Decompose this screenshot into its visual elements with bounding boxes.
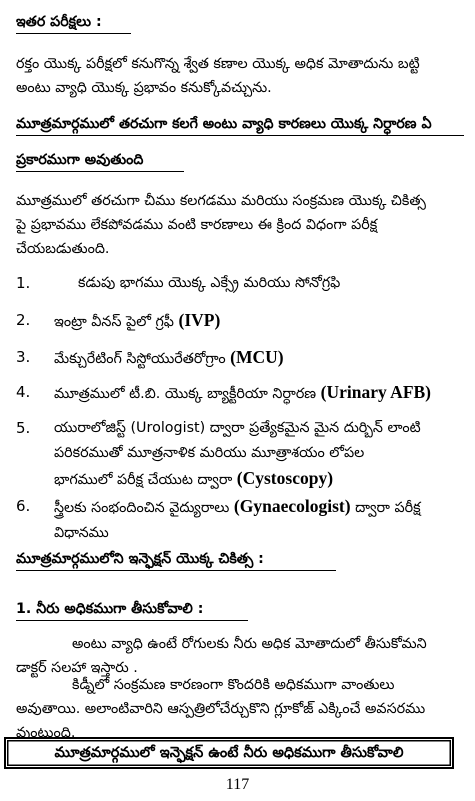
para3-line2: డాక్టర్ సలహా ఇస్తారు . [16,660,138,676]
list-text-line2: పరికరముతో మూత్రనాళిక మరియు మూత్రాశయం లోపల [54,445,365,461]
list-text: ఇంట్రా వీనస్ పైలో గ్రఫీ [54,314,179,330]
para3-line1: అంటు వ్యాధి ఉంటే రోగులకు నీరు అధిక మోతాదులో తీసుకోమని [72,636,427,652]
para4-line2: అవుతాయి. అలాంటివారిని ఆస్పత్రిలోచేర్చుకొని గ్లూకోజ్ ఎక్కించే అవసరము [16,701,426,717]
heading2-underline1 [16,135,464,136]
list-abbrev: (IVP) [178,310,221,330]
list-number: 2. [16,311,31,329]
list-item [16,494,464,546]
list-number: 3. [16,348,31,366]
heading2-line1: మూత్రమార్గములో తరచుగా కలగే అంటు వ్యాధి కారణలు యొక్క నిర్ధారణ ఏ [16,116,432,132]
para4-line3: వుంటుంది. [16,725,76,741]
para1-line2: అంటు వ్యాధి యొక్క ప్రభావం కనుక్కోవచ్చును. [16,80,272,96]
list-number: 1. [16,274,31,292]
list-item [16,271,460,295]
list-item [16,345,460,371]
list-text: మేక్చురేటింగ్ సిస్టోయురేతరోగ్రాం [54,351,231,367]
heading-treatment: మూత్రమార్గములోని ఇన్ఫెక్షన్ యొక్క చికిత్స : [16,551,264,567]
list-text: మూత్రములో టీ.బి. యొక్క బ్యాక్టీరియా నిర్ధారణ [54,386,321,402]
list-number: 5. [16,419,31,437]
para2-line2: పై ప్రభావము లేకపోవడము వంటి కారణాలు ఈ క్రింద విధంగా పరీక్ష [16,217,378,233]
boxed-note: మూత్రమార్గములో ఇన్ఫెక్షన్ ఉంటే నీరు అధికముగా తీసుకోవాలి [4,737,454,769]
list-number: 6. [16,497,31,515]
list-abbrev: (Urinary AFB) [320,382,432,402]
list-text-line2: విధానము [54,525,109,541]
list-item [16,380,474,406]
heading2-line2: ప్రకారముగా అవుతుంది [16,152,144,168]
heading-other-tests: ఇతర పరీక్షలు : [16,14,102,30]
heading4-underline [16,620,248,621]
list-item [16,416,464,493]
list-item [16,308,460,334]
para1-line1: రక్తం యొక్క పరీక్షలో కనుగొన్న శ్వేత కణాల యొక్క అధిక మోతాదును బట్టి [16,56,420,72]
heading2-underline2 [16,171,184,172]
list-abbrev: (MCU) [230,347,284,367]
list-text-line1: యురాలోజిస్ట్ (Urologist) ద్వారా ప్రత్యేకమైన మైన దుర్బిన్ లాంటి [54,420,421,436]
list-text-line1b: ద్వారా పరీక్ష [350,500,421,516]
list-text: కడుపు భాగము యొక్క ఎక్స్రే మరియు సోనోగ్రఫి [78,275,341,291]
heading-underline [16,33,131,34]
list-number: 4. [16,383,31,401]
heading3-underline [16,570,336,571]
page-number: 117 [225,776,250,793]
list-abbrev: (Cystoscopy) [236,468,334,488]
list-text-line1a: స్త్రీలకు సంభందించిన వైద్యురాలు [54,500,234,516]
para2-line3: చేయబడుతుంది. [16,241,110,257]
para2-line1: మూత్రములో తరచుగా చీము కలగడము మరియు సంక్రమణ యొక్క చికిత్స [16,193,426,209]
list-abbrev: (Gynaecologist) [233,496,351,516]
heading-drink-water: 1. నీరు అధికముగా తీసుకోవాలి : [16,601,204,617]
para4-line1: కిడ్నీలో సంక్రమణ కారణంగా కొందరికి అధికముగా వాంతులు [72,677,395,693]
list-text-line3: భాగములో పరీక్ష చేయుట ద్వారా [54,472,237,488]
